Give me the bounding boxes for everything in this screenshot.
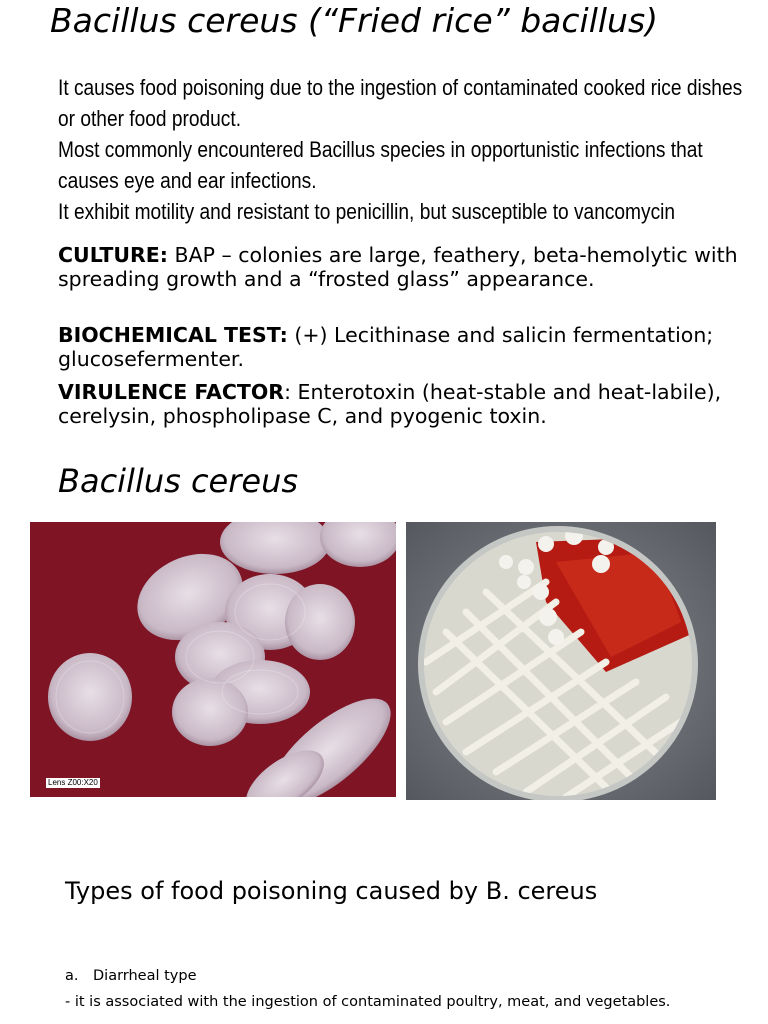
virulence-factor-label: VIRULENCE FACTOR: [58, 380, 285, 404]
virulence-factor-paragraph: [58, 380, 748, 428]
biochemical-test-label: BIOCHEMICAL TEST:: [58, 323, 288, 347]
blood-agar-plate-image: [406, 522, 716, 800]
biochemical-test-paragraph: [58, 323, 748, 371]
intro-line-2: Most commonly encountered Bacillus species in opportunistic infections that causes eye and ear infections.: [58, 137, 703, 193]
intro-paragraphs: [58, 72, 743, 227]
intro-line-3: It exhibit motility and resistant to penicillin, but susceptible to vancomycin: [58, 199, 676, 224]
intro-line-1: It causes food poisoning due to the ingestion of contaminated cooked rice dishes or other food product.: [58, 75, 743, 131]
colony-micrograph-image: [30, 522, 396, 797]
list-marker: a.: [65, 968, 79, 984]
colony-micrograph-illustration: [30, 522, 396, 797]
lens-label: Lens Z00:X20: [48, 778, 98, 787]
list-item-description: - it is associated with the ingestion of contaminated poultry, meat, and vegetables.: [65, 994, 671, 1010]
list-item-label: Diarrheal type: [93, 968, 197, 984]
section-subtitle: Bacillus cereus: [58, 462, 299, 500]
page-title: Bacillus cereus (“Fried rice” bacillus): [50, 1, 659, 40]
agar-plate-illustration: [406, 522, 716, 800]
list-item-diarrheal-type: [65, 968, 197, 984]
types-heading: Types of food poisoning caused by B. cereus: [65, 877, 598, 905]
culture-label: CULTURE:: [58, 243, 168, 267]
biochemical-test-text: (+) Lecithinase and salicin fermentation; glucosefermenter.: [58, 323, 714, 371]
culture-text: BAP – colonies are large, feathery, beta-hemolytic with spreading growth and a “frosted glass” appearance.: [58, 243, 738, 291]
virulence-factor-text: : Enterotoxin (heat-stable and heat-labile), cerelysin, phospholipase C, and pyogenic toxin.: [58, 380, 722, 428]
culture-paragraph: [58, 243, 748, 291]
